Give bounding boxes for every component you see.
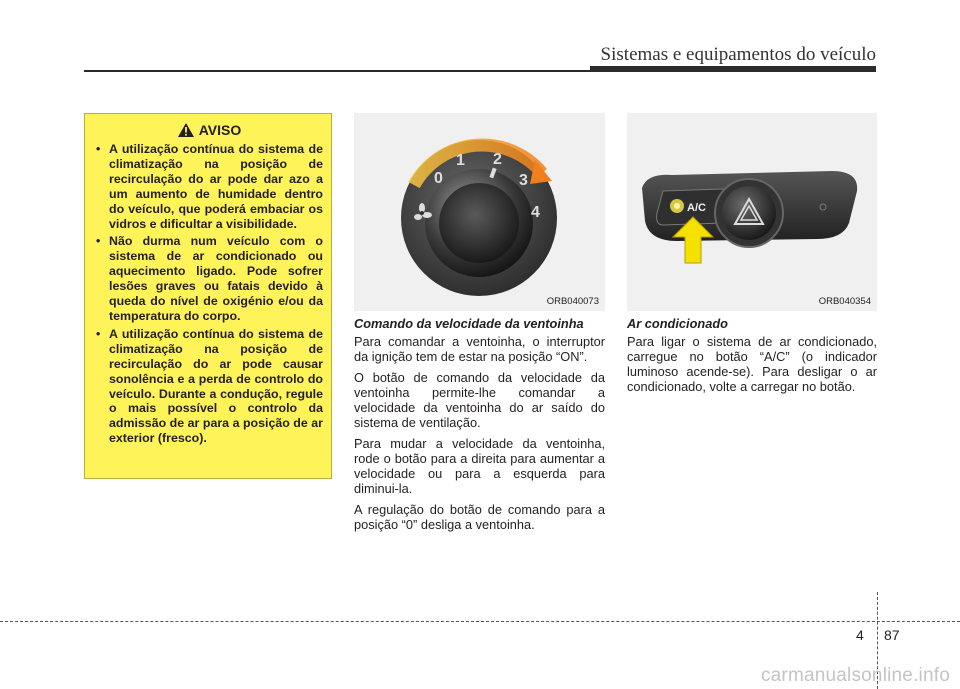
fan-speed-knob-figure [354, 113, 605, 311]
ac-button-figure [627, 113, 877, 311]
ac-panel-illustration [627, 113, 877, 311]
body-paragraph: Para comandar a ventoinha, o interruptor da ignição tem de estar na posição “ON”. [354, 334, 605, 364]
dial-label: 4 [531, 204, 540, 221]
warning-box [84, 113, 332, 479]
fan-speed-section [354, 316, 605, 538]
warning-item: • A utilização contínua do sistema de climatização na posição de recirculação do ar pode dar azo a um aumento de humidade dentro do veículo, que poderá embaciar os vidros e dificultar a visibilidade. [95, 142, 323, 231]
page-number: 87 [884, 627, 900, 643]
dial-label: 1 [456, 152, 465, 169]
footer-rule [0, 621, 960, 622]
watermark: carmanualsonline.info [760, 665, 950, 686]
section-title: Comando da velocidade da ventoinha [354, 316, 584, 331]
warning-item: • A utilização contínua do sistema de climatização na posição de recirculação do ar pode causar sonolência e a perda de controlo do veículo. Durante a condução, regule o mais possível o controlo da admissão de ar para a posição de ar exterior (fresco). [95, 327, 323, 446]
body-paragraph: A regulação do botão de comando para a posição “0” desliga a ventoinha. [354, 502, 605, 532]
body-paragraph: Para mudar a velocidade da ventoinha, rode o botão para a direita para aumentar a velocidade ou para a esquerda para diminui-la. [354, 436, 605, 496]
dial-label: 0 [434, 170, 443, 187]
warning-item: • Não durma num veículo com o sistema de ar condicionado ou aquecimento ligado. Pode sofrer lesões graves ou fatais devido à queda do nível de oxigénio e/ou da temperatura do corpo. [95, 234, 323, 323]
page-header-title: Sistemas e equipamentos do veículo [600, 44, 876, 65]
section-title: Ar condicionado [627, 316, 728, 331]
ac-button-label: A/C [687, 202, 706, 214]
body-paragraph: Para ligar o sistema de ar condicionado, carregue no botão “A/C” (o indicador luminoso acende-se). Para desligar o ar condicionado, volte a carregar no botão. [627, 334, 877, 394]
dial-label: 2 [493, 151, 502, 168]
warning-title: AVISO [198, 122, 242, 138]
figure-code: ORB040073 [546, 296, 599, 307]
warning-header [95, 122, 323, 138]
body-paragraph: O botão de comando da velocidade da ventoinha permite-lhe comandar a velocidade da ventoinha do ar saído do sistema de ventilação. [354, 370, 605, 430]
warning-list [95, 142, 323, 446]
figure-code: ORB040354 [818, 296, 871, 307]
fan-speed-knob-illustration [354, 113, 605, 311]
air-conditioning-section [627, 316, 877, 400]
header-rule [84, 70, 876, 72]
dial-label: 3 [519, 172, 528, 189]
chapter-number: 4 [856, 627, 864, 643]
warning-triangle-icon [177, 122, 195, 138]
